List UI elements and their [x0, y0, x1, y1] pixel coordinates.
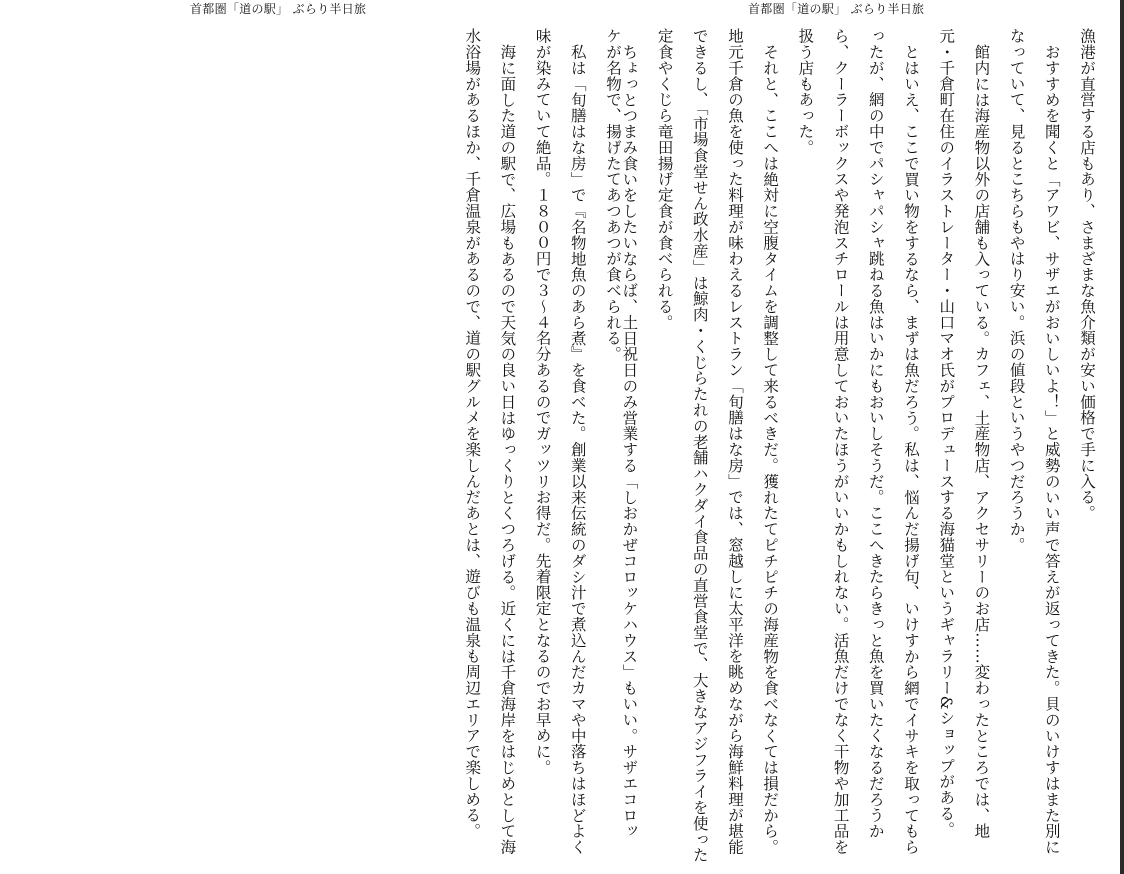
- paragraph: それと、ここへは絶対に空腹タイムを調整して来るべきだ。獲れたてピチピチの海産物を食べなくては損だから。地元千倉の魚を使った料理が味わえるレストラン「旬膳はな房」では、窓越しに太平洋を眺めながら海鮮料理が堪能できるし、「市場食堂せん政水産」は鯨肉・くじらたれの老舗ハクダイ食品の直営食堂で、大きなアジフライを使った定食やくじら竜田揚げ定食が食べられる。: [655, 28, 780, 863]
- running-header-left: 首都圏「道の駅」 ぶらり半日旅: [190, 2, 367, 16]
- paragraph: 海に面した道の駅で、広場もあるので天気の良い日はゆっくりとくつろげる。近くには千倉海岸をはじめとして海水浴場があるほか、千倉温泉があるので、道の駅グルメを楽しんだあとは、遊びも温泉も周辺エリアで楽しめる。: [463, 28, 517, 855]
- right-page-body: [620, 28, 1104, 866]
- running-header-right: 首都圏「道の駅」 ぶらり半日旅: [748, 2, 925, 16]
- paragraph: 館内には海産物以外の店舗も入っている。カフェ、土産物店、アクセサリーのお店……変わったところでは、地元・千倉町在住のイラストレーター・山口マオ氏がプロデュースする海猫堂というギャラリー&ショップがある。: [937, 28, 991, 839]
- paragraph: おすすめを聞くと「アワビ、サザエがおいしいよ！」と威勢のいい声で答えが返ってきた。貝のいけすはまた別になっていて、見るとこちらもやはり安い。浜の値段というやつだろうか。: [1007, 28, 1061, 855]
- paragraph: ケが名物で、揚げたてあつあつが食べられる。: [604, 28, 622, 362]
- paragraph: とはいえ、ここで買い物をするなら、まずは魚だろう。私は、悩んだ揚げ句、いけすから網でイサキを取ってもらったが、網の中でパシャパシャ跳ねる魚はいかにもおいしそうだ。ここへきたらきっと魚を買いたくなるだろうから、クーラーボックスや発泡スチロールは用意しておいたほうがいいかもしれない。活魚だけでなく干物や加工品を扱う店もあった。: [796, 28, 920, 855]
- paragraph: 私は「旬膳はな房」で『名物地魚のあら煮』を食べた。創業以来伝統のダシ汁で煮込んだカマや中落ちはほどよく味が染みていて絶品。１８００円で３～４名分あるのでガッツリお得だ。先着限定となるのでお早めに。: [533, 28, 587, 855]
- paragraph: 漁港が直営する店もあり、さまざまな魚介類が安い価格で手に入る。: [1078, 28, 1096, 521]
- left-page-body: [362, 28, 630, 866]
- paragraph: ちょっとつまみ食いをしたいならば、土日祝日のみ営業する「しおかぜコロッケハウス」もいい。サザエコロッ: [620, 43, 639, 839]
- page-edge-divider: [1120, 0, 1124, 874]
